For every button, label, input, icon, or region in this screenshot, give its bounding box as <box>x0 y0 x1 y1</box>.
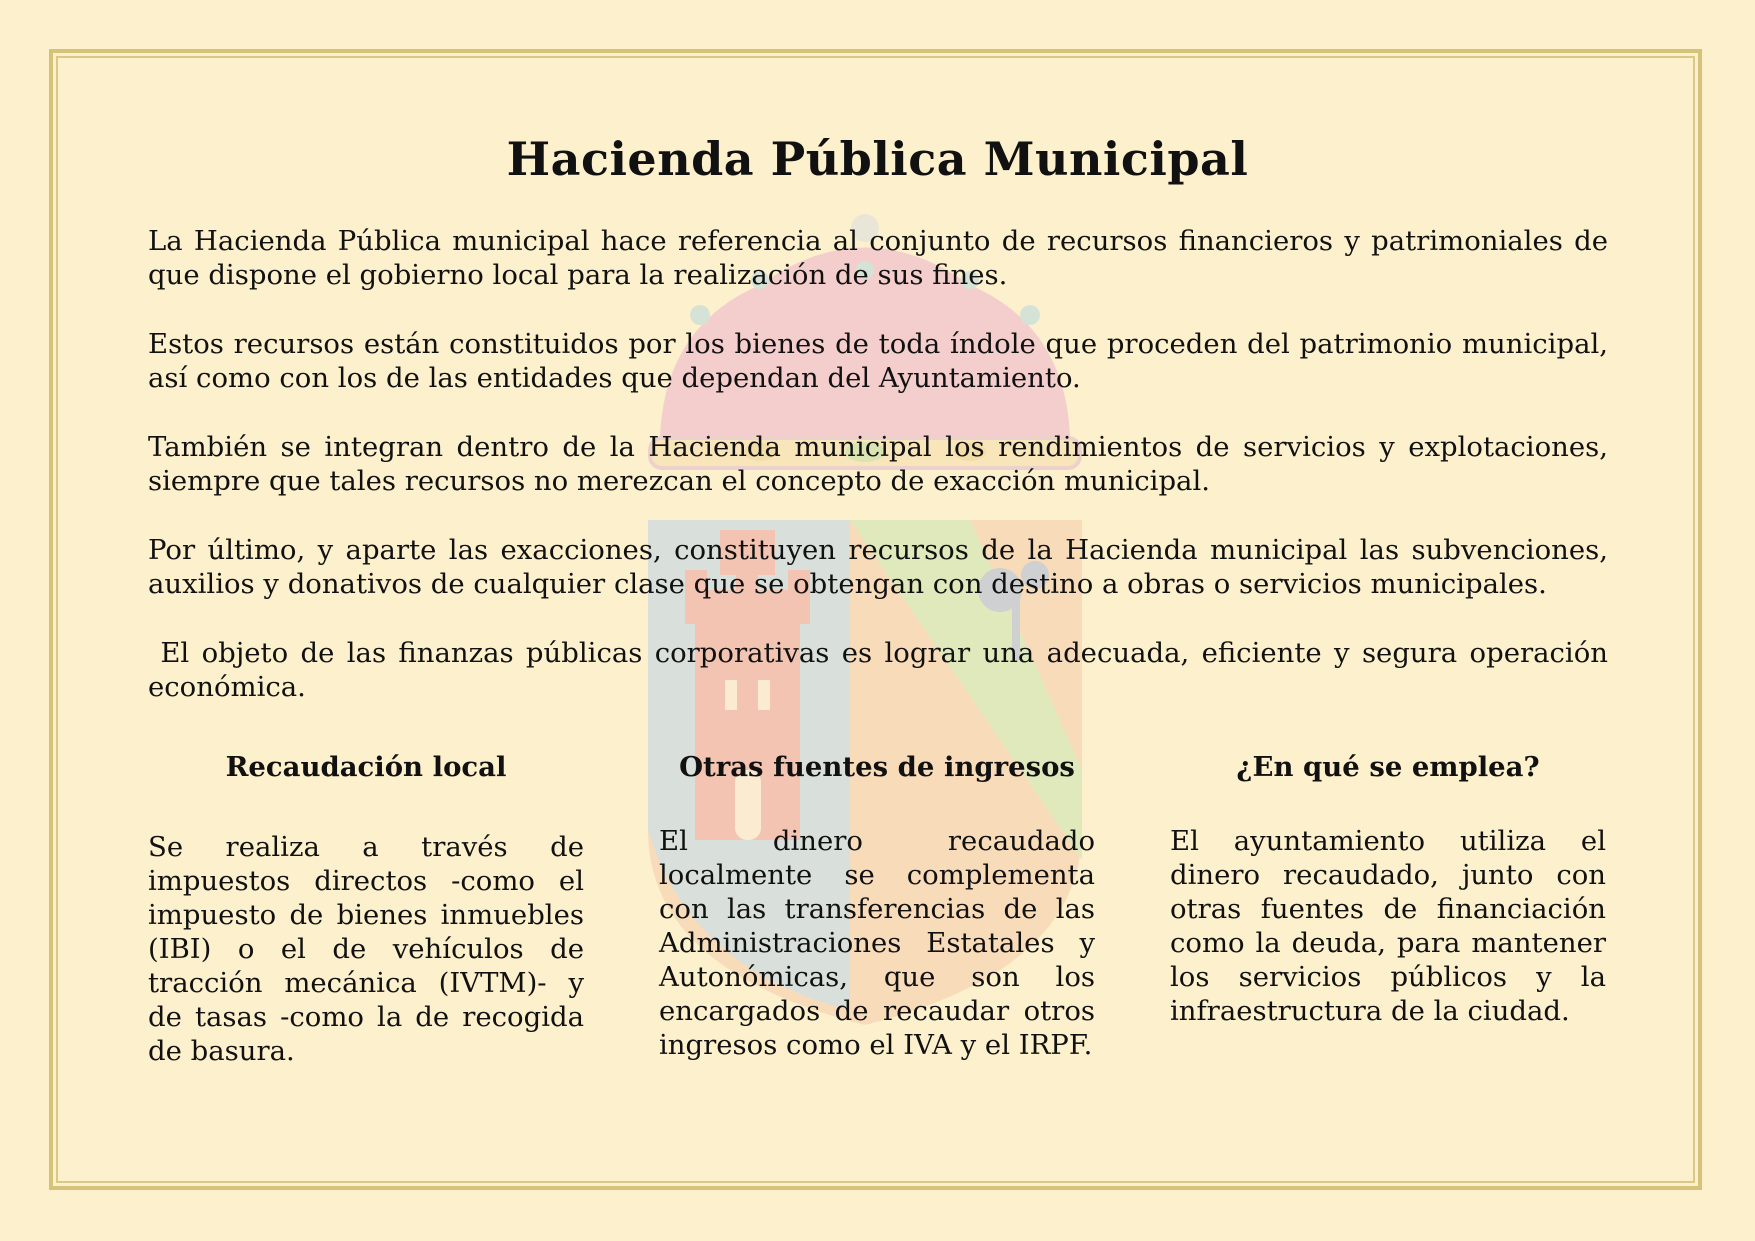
page-title: Hacienda Pública Municipal <box>506 132 1249 186</box>
column-heading: Recaudación local <box>225 751 507 783</box>
column-body: El ayuntamiento utiliza el dinero recaudado, junto con otras fuentes de financiación como la deuda, para mantener los servicios públicos y la infraestructura de la ciudad. <box>1170 825 1606 1027</box>
intro-section <box>148 224 1617 739</box>
paragraph: Por último, y aparte las exacciones, constituyen recursos de la Hacienda municipal las subvenciones, auxilios y donativos de cualquier clase que se obtengan con destino a obras o servicios municipales. <box>148 534 1608 600</box>
column-en-que-se-emplea <box>1170 750 1606 1028</box>
column-heading: ¿En qué se emplea? <box>1236 751 1540 783</box>
paragraph: El objeto de las finanzas públicas corporativas es lograr una adecuada, eficiente y segura operación económica. <box>148 637 1617 703</box>
paragraph: Estos recursos están constituidos por los bienes de toda índole que proceden del patrimonio municipal, así como con los de las entidades que dependan del Ayuntamiento. <box>148 328 1608 394</box>
paragraph: También se integran dentro de la Hacienda municipal los rendimientos de servicios y explotaciones, siempre que tales recursos no merezcan el concepto de exacción municipal. <box>148 431 1608 497</box>
column-body: El dinero recaudado localmente se complementa con las transferencias de las Administraciones Estatales y Autonómicas, que son los encargados de recaudar otros ingresos como el IVA y el IRPF. <box>659 825 1095 1061</box>
paragraph: La Hacienda Pública municipal hace referencia al conjunto de recursos financieros y patrimoniales de que dispone el gobierno local para la realización de sus fines. <box>148 225 1608 291</box>
column-body: Se realiza a través de impuestos directos -como el impuesto de bienes inmuebles (IBI) o el de vehículos de tracción mecánica (IVTM)- y de tasas -como la de recogida de basura. <box>148 831 584 1067</box>
column-heading: Otras fuentes de ingresos <box>679 751 1075 783</box>
column-recaudacion-local <box>148 750 584 1068</box>
column-otras-fuentes <box>659 750 1095 1062</box>
